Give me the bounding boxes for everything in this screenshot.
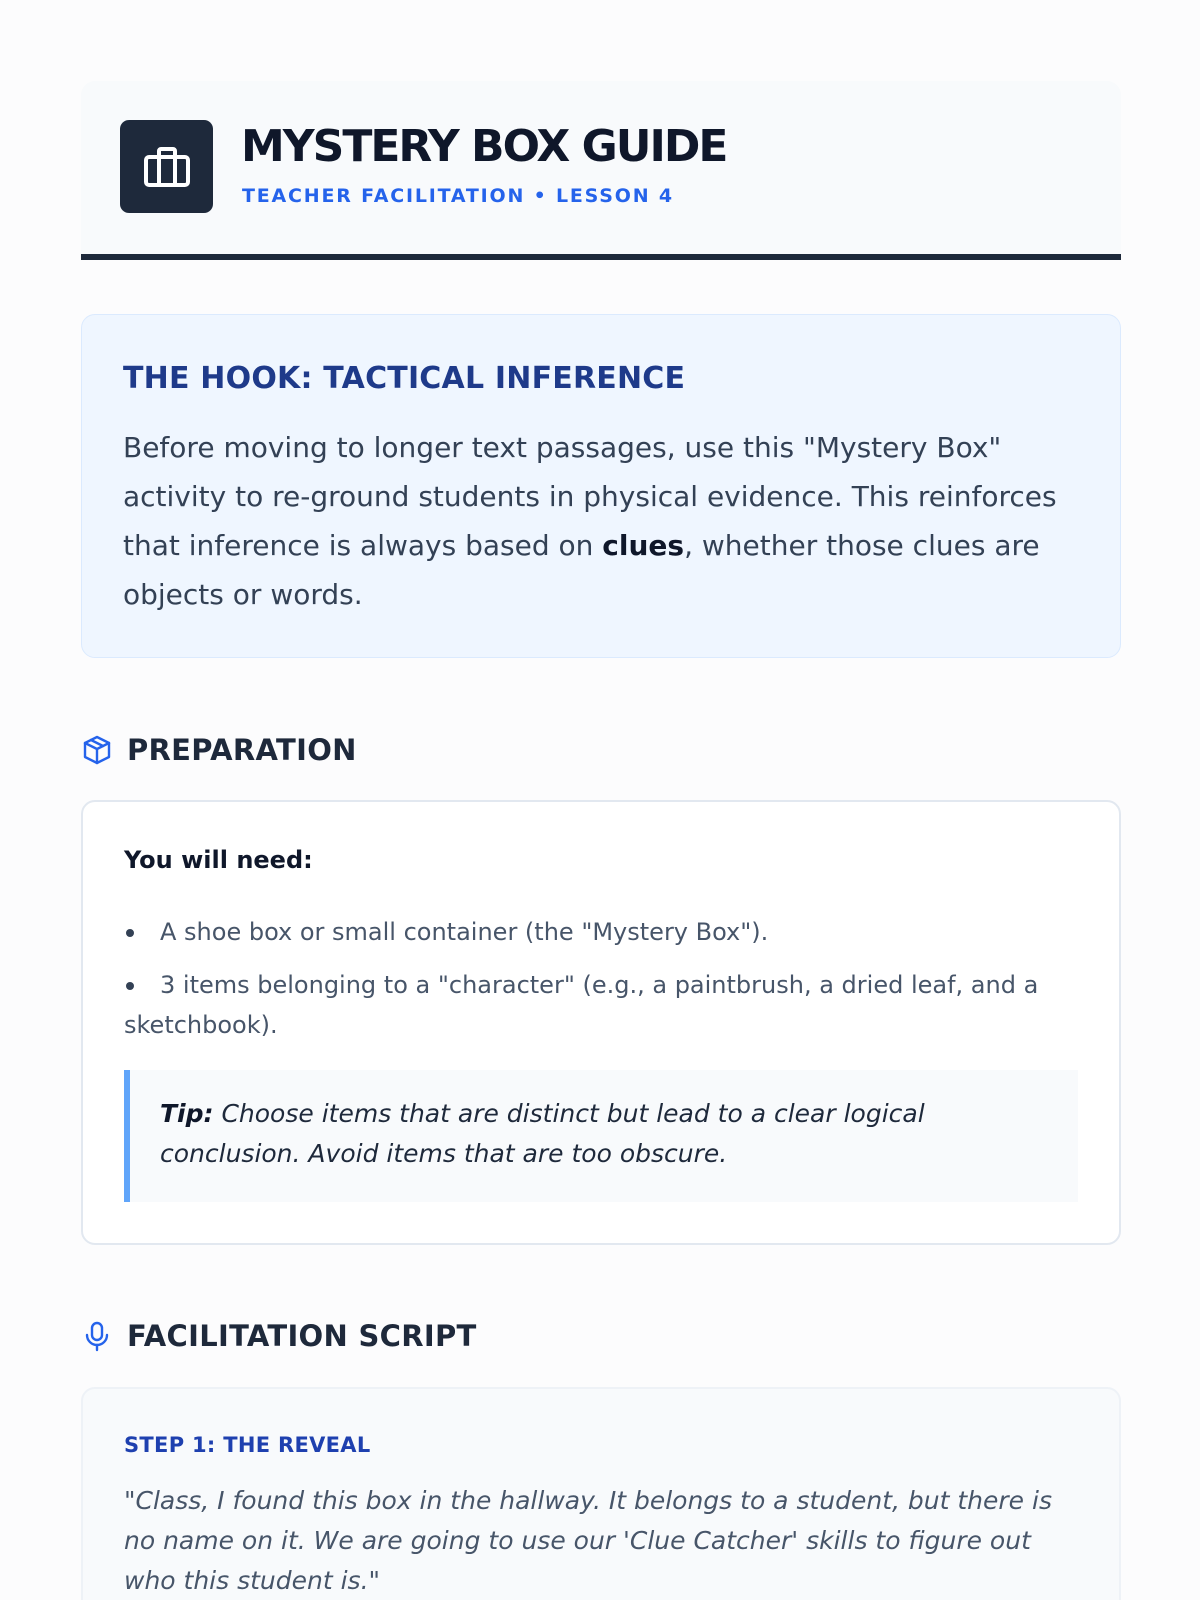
page-subtitle: TEACHER FACILITATION • LESSON 4 (242, 185, 674, 207)
briefcase-icon (142, 142, 192, 192)
needs-list (124, 912, 1074, 1058)
list-item-text: A shoe box or small container (the "Mystery Box"). (160, 918, 769, 946)
preparation-title: PREPARATION (127, 733, 357, 767)
tip-callout (124, 1070, 1078, 1202)
box-icon (81, 734, 113, 766)
script-card (81, 1387, 1121, 1600)
tip-text (160, 1094, 1060, 1174)
facilitation-heading (81, 1319, 477, 1353)
preparation-heading (81, 733, 357, 767)
list-item (124, 912, 1074, 952)
page-title: MYSTERY BOX GUIDE (241, 121, 727, 172)
step-quote: "Class, I found this box in the hallway. It belongs to a student, but there is no name on it. We are going to use our 'Clue Catcher' skills to figure out who this student is." (124, 1486, 1052, 1595)
hook-body-text: Before moving to longer text passages, use this "Mystery Box" activity to re-ground students in physical evidence. This reinforces that inference is always based on (123, 431, 1057, 562)
hook-card (81, 314, 1121, 658)
logo-badge (120, 120, 213, 213)
tip-body: Choose items that are distinct but lead to a clear logical conclusion. Avoid items that are too obscure. (160, 1099, 925, 1168)
hook-body-text-end: , whether those clues are objects or words. (123, 529, 1040, 611)
microphone-icon (81, 1320, 113, 1352)
bullet-icon (126, 929, 134, 937)
list-item (124, 965, 1074, 1045)
facilitation-title: FACILITATION SCRIPT (127, 1319, 477, 1353)
hook-body (123, 423, 1083, 619)
bullet-icon (126, 982, 134, 990)
list-item-text: 3 items belonging to a "character" (e.g., a paintbrush, a dried leaf, and a sketchbook). (124, 971, 1039, 1039)
tip-label: Tip: (160, 1099, 214, 1128)
preparation-card (81, 800, 1121, 1245)
step-label: STEP 1: THE REVEAL (124, 1433, 371, 1457)
hook-title: THE HOOK: TACTICAL INFERENCE (123, 361, 686, 396)
needs-label: You will need: (124, 846, 313, 874)
guide-header (81, 81, 1121, 260)
hook-body-emphasis: clues (602, 529, 685, 562)
